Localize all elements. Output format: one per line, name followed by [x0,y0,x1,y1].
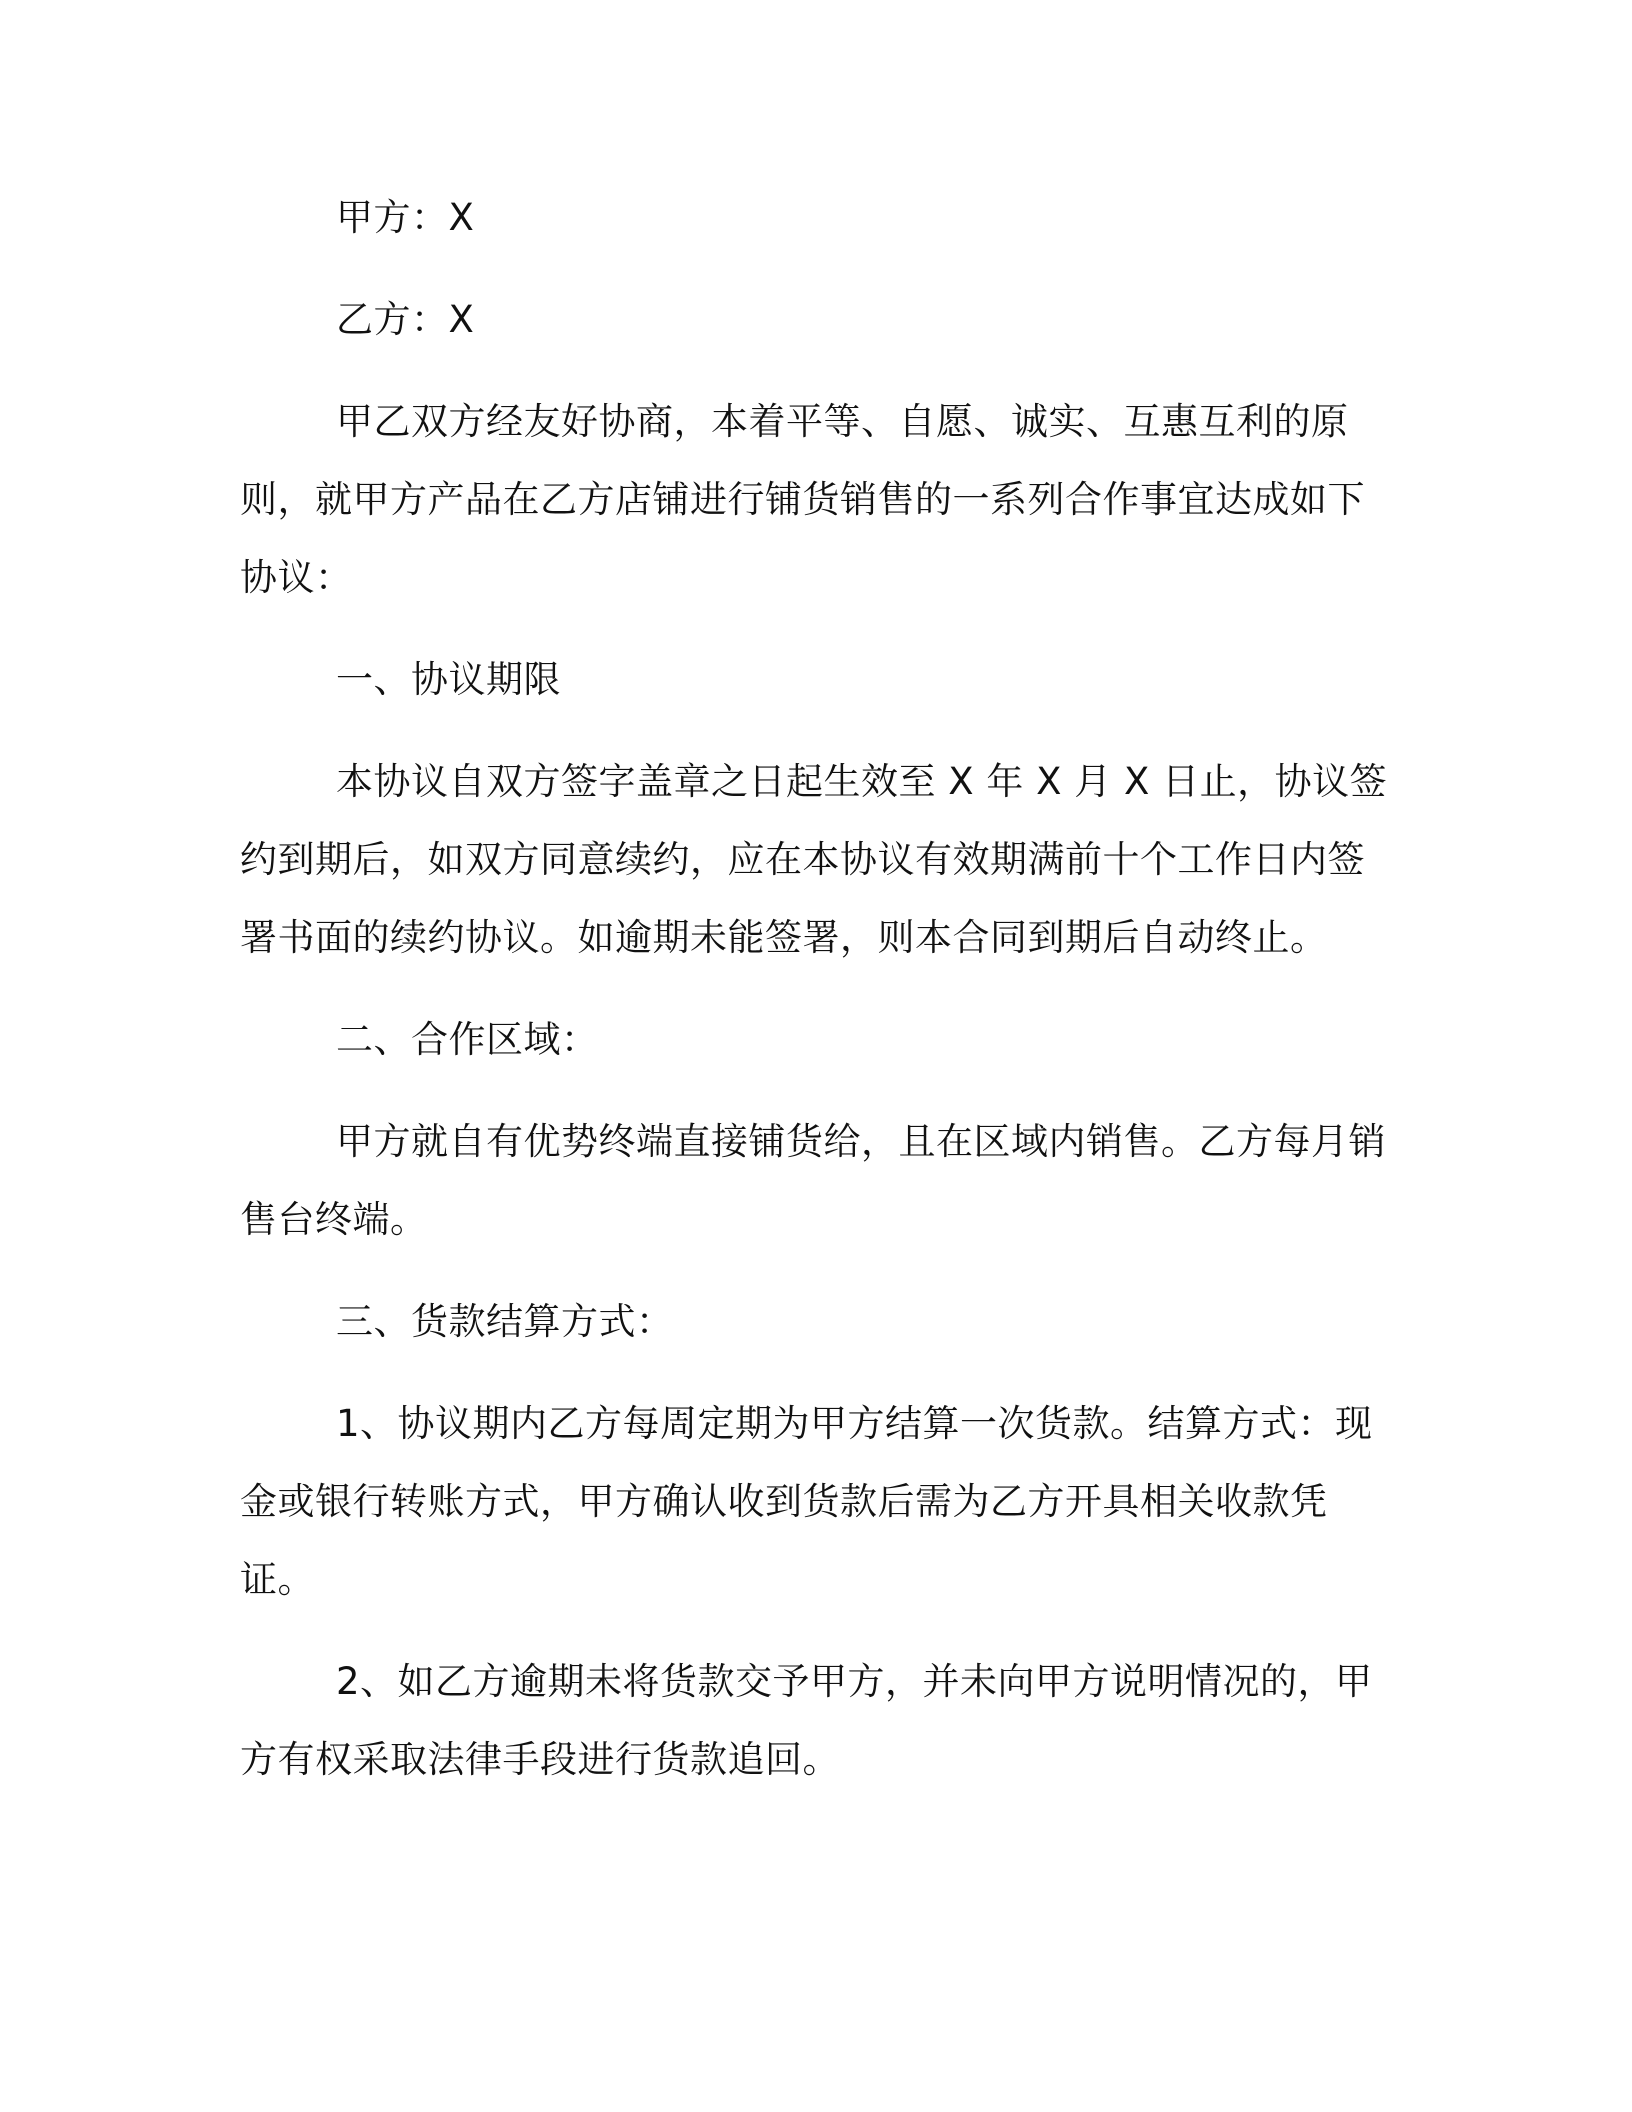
section3-item2-line-2: 方有权采取法律手段进行货款追回。 [240,1738,840,1781]
section1-line-2: 约到期后，如双方同意续约，应在本协议有效期满前十个工作日内签 [240,838,1365,881]
section2-line-2: 售台终端。 [240,1198,428,1241]
intro-line-2: 则，就甲方产品在乙方店铺进行铺货销售的一系列合作事宜达成如下 [240,478,1365,521]
section2-line-1: 甲方就自有优势终端直接铺货给，且在区域内销售。乙方每月销 [336,1120,1386,1163]
party-a-line: 甲方：X [336,196,475,239]
section3-item2-line-1: 2、如乙方逾期未将货款交予甲方，并未向甲方说明情况的，甲 [336,1660,1373,1703]
intro-line-1: 甲乙双方经友好协商，本着平等、自愿、诚实、互惠互利的原 [336,400,1349,443]
section1-heading: 一、协议期限 [336,658,561,701]
section1-line-1: 本协议自双方签字盖章之日起生效至 X 年 X 月 X 日止，协议签 [336,760,1388,803]
section2-heading: 二、合作区域： [336,1018,599,1061]
intro-line-3: 协议： [240,556,353,599]
section3-item1-line-2: 金或银行转账方式，甲方确认收到货款后需为乙方开具相关收款凭 [240,1480,1328,1523]
party-b-line: 乙方：X [336,298,475,341]
section3-item1-line-1: 1、协议期内乙方每周定期为甲方结算一次货款。结算方式：现 [336,1402,1373,1445]
section3-item1-line-3: 证。 [240,1558,315,1601]
section3-heading: 三、货款结算方式： [336,1300,674,1343]
section1-line-3: 署书面的续约协议。如逾期未能签署，则本合同到期后自动终止。 [240,916,1328,959]
